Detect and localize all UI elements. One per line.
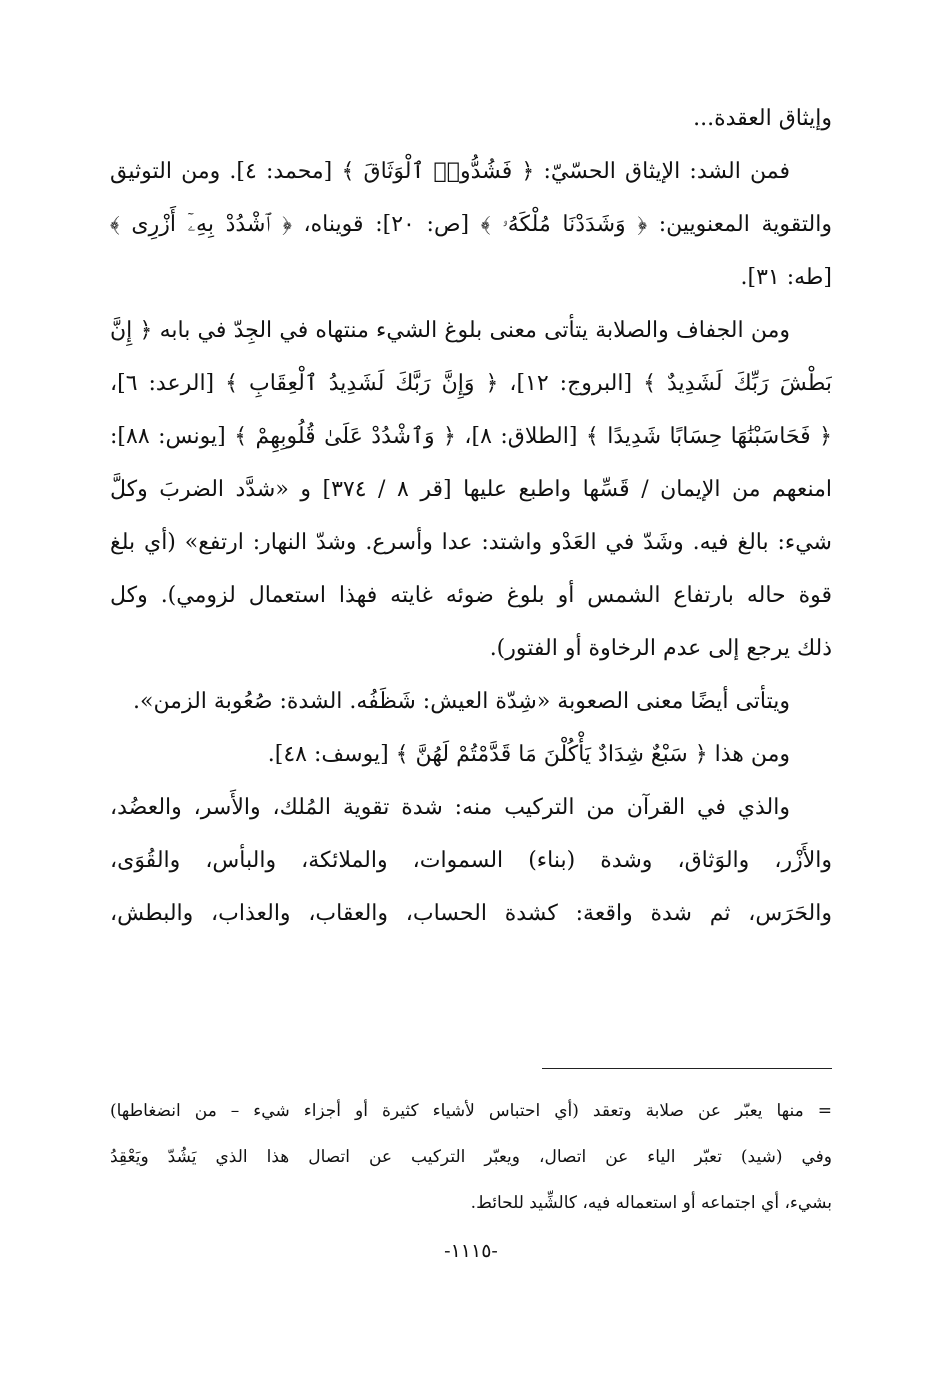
page <box>110 92 832 1352</box>
footnote-line: بشيء، أي اجتماعه أو استعماله فيه، كالشِّيد للحائط. <box>470 1193 832 1213</box>
text-line: بَطْشَ رَبِّكَ لَشَدِيدٌ ﴾ [البروج: ١٢]، ﴿ وَإِنَّ رَبَّكَ لَشَدِيدُ ٱلْعِقَابِ ﴾ [الرعد: ٦]، <box>110 371 832 396</box>
text-line: فمن الشد: الإيثاق الحسّيّ: ﴿ فَشُدُّوا۟ ٱلْوَثَاقَ ﴾ [محمد: ٤]. ومن التوثيق <box>110 159 790 184</box>
text-line: ويتأتى أيضًا معنى الصعوبة «شِدّة العيش: شَظَفُه. الشدة: صُعُوبة الزمن». <box>132 689 790 714</box>
footnote-line: وفي (شيد) تعبّر الياء عن اتصال، ويعبّر التركيب عن اتصال هذا الذي يَشُدّ ويَعْقِدُ <box>110 1147 832 1167</box>
text-line: والحَرَس، ثم شدة واقعة: كشدة الحساب، والعقاب، والعذاب، والبطش، <box>110 901 832 926</box>
text-line: والتقوية المعنويين: ﴿ وَشَدَدْنَا مُلْكَهُۥ ﴾ [ص: ٢٠]: قويناه، ﴿ ٱشْدُدْ بِهِۦٓ أَزْرِى ﴾ <box>110 212 832 237</box>
text-line: شيء: بالغ فيه. وشَدّ في العَدْو واشتد: عدا وأسرع. وشدّ النهار: ارتفع» (أي بلغ <box>110 530 832 555</box>
text-line: والذي في القرآن من التركيب منه: شدة تقوية المُلك، والأَسر، والعضُد، <box>110 795 790 820</box>
text-line: والأَزْر، والوَثاق، وشدة (بناء) السموات، والملائكة، والبأس، والقُوَى، <box>110 848 832 873</box>
text-line: ومن الجفاف والصلابة يتأتى معنى بلوغ الشيء منتهاه في الجِدّ في بابه ﴿ إِنَّ <box>110 318 790 343</box>
footnote-divider <box>542 1068 832 1069</box>
main-text <box>110 92 832 940</box>
text-line: ذلك يرجع إلى عدم الرخاوة أو الفتور). <box>489 636 832 661</box>
text-line: قوة حاله بارتفاع الشمس أو بلوغ ضوئه غايته فهذا استعمال لزومي). وكل <box>110 583 832 608</box>
text-line: وإيثاق العقدة... <box>693 106 832 131</box>
footnote <box>110 1088 832 1226</box>
text-line: امنعهم من الإيمان / قَسِّها واطبع عليها [قر ٨ / ٣٧٤] و «شدَّد الضربَ وكلَّ <box>110 477 832 502</box>
text-line: ﴿ فَحَاسَبْنَٰهَا حِسَابًا شَدِيدًا ﴾ [الطلاق: ٨]، ﴿ وَٱشْدُدْ عَلَىٰ قُلُوبِهِمْ ﴾ [يونس: ٨٨]: <box>110 424 832 449</box>
footnote-line: = منها يعبّر عن صلابة وتعقد (أي احتباس لأشياء كثيرة أو أجزاء شيء – من انضغاطها) <box>110 1101 832 1121</box>
text-line: ومن هذا ﴿ سَبْعٌ شِدَادٌ يَأْكُلْنَ مَا قَدَّمْتُمْ لَهُنَّ ﴾ [يوسف: ٤٨]. <box>267 742 790 767</box>
text-line: [طه: ٣١]. <box>740 265 832 290</box>
page-number: -١١١٥- <box>444 1240 498 1262</box>
